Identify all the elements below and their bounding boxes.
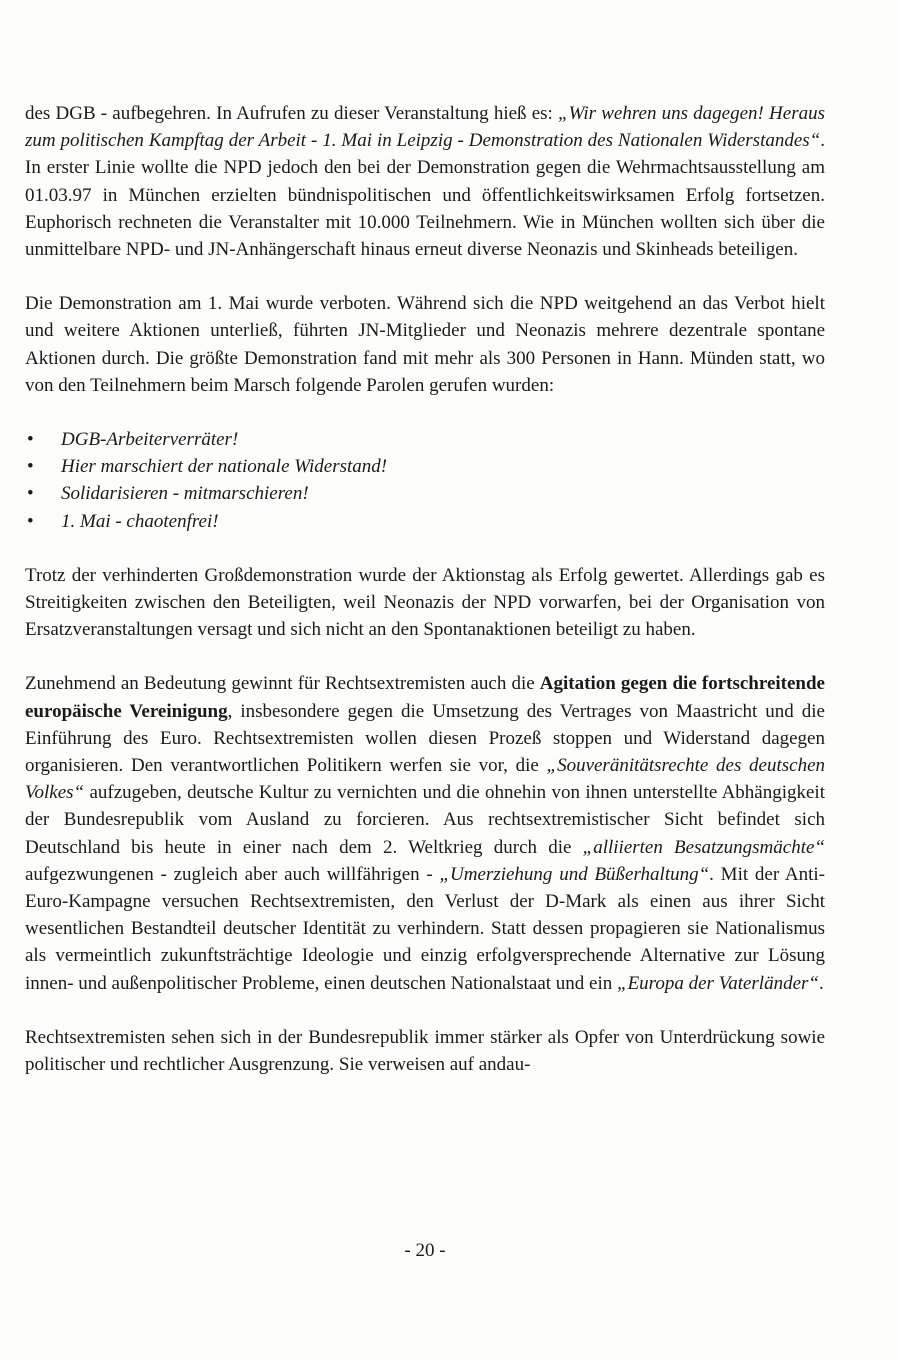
- slogan-text: DGB-Arbeiterverräter!: [61, 429, 239, 451]
- list-item: [25, 426, 825, 453]
- bullet-icon: •: [27, 429, 34, 451]
- slogan-text: 1. Mai - chaotenfrei!: [61, 510, 219, 532]
- list-item: [25, 453, 825, 480]
- paragraph-5: Rechtsextremisten sehen sich in der Bundesrepublik immer stärker als Opfer von Unterdrückung sowie politischer und rechtlicher Ausgrenzung. Sie verweisen auf andau-: [25, 1026, 825, 1076]
- paragraph-4-text: , insbesondere gegen die Umsetzung des Vertrages von Maastricht und die Einführung des Euro. Rechtsextremisten wollen diesen Prozeß stoppen und Widerstand dagegen organisieren. Den verantwortlichen Politikern werfen sie vor, die: [25, 700, 825, 776]
- paragraph-4-text: . Mit der Anti-Euro-Kampagne versuchen Rechtsextremisten, den Verlust der D-Mark als einen aus ihrer Sicht wesentlichen Bestandteil deutscher Identität zu verhindern. Statt dessen propagieren sie Nationalismus als vermeintlich zukunftsträchtige Ideologie und einzig erfolgversprechende Alternative zur Lösung innen- und außenpolitischer Probleme, einen deutschen Nationalstaat und ein: [25, 863, 825, 994]
- slogan-text: Solidarisieren - mitmarschieren!: [61, 483, 309, 505]
- bullet-icon: •: [27, 510, 34, 532]
- paragraph-1-continuation: . In erster Linie wollte die NPD jedoch den bei der Demonstration gegen die Wehrmachtsausstellung am 01.03.97 in München erzielten bündnispolitischen und öffentlichkeitswirksamen Erfolg fortsetzen. Euphorisch rechneten die Veranstalter mit 10.000 Teilnehmern. Wie in München wollten sich über die unmittelbare NPD- und JN-Anhängerschaft hinaus erneut diverse Neonazis und Skinheads beteiligen.: [25, 130, 825, 261]
- paragraph-4-text: aufzugeben, deutsche Kultur zu vernichten und die ohnehin von ihnen unterstellte Abhängigkeit der Bundesrepublik vom Ausland zu forcieren. Aus rechtsextremistischer Sicht befindet sich Deutschland bis heute in einer nach dem 2. Weltkrieg durch die: [25, 782, 825, 858]
- paragraph-4-text: aufgezwungenen - zugleich aber auch willfährigen -: [25, 863, 440, 885]
- quote-umerziehung: „Umerziehung und Büßerhaltung“: [439, 863, 710, 885]
- quote-europa: „Europa der Vaterländer“: [617, 972, 819, 994]
- list-item: [25, 508, 825, 535]
- paragraph-1: [25, 100, 825, 263]
- body-text: [25, 100, 825, 1105]
- paragraph-2: Die Demonstration am 1. Mai wurde verboten. Während sich die NPD weitgehend an das Verbot hielt und weitere Aktionen unterließ, führten JN-Mitglieder und Neonazis mehrere dezentrale spontane Aktionen durch. Die größte Demonstration fand mit mehr als 300 Personen in Hann. Münden statt, wo von den Teilnehmern beim Marsch folgende Parolen gerufen wurden:: [25, 293, 825, 396]
- bullet-icon: •: [27, 483, 34, 505]
- bullet-icon: •: [27, 456, 34, 478]
- slogan-list: [25, 426, 825, 535]
- paragraph-1-text: des DGB - aufbegehren. In Aufrufen zu dieser Veranstaltung hieß es:: [25, 103, 559, 124]
- list-item: [25, 480, 825, 507]
- page-number: - 20 -: [404, 1240, 446, 1261]
- quote-aufruf: „Wir wehren uns dagegen! Heraus zum politischen Kampftag der Arbeit - 1. Mai in Leipzig - Demonstration des Nationalen Widerstandes“: [25, 103, 825, 152]
- slogan-text: Hier marschiert der nationale Widerstand!: [61, 456, 388, 478]
- quote-souveraenitaet: „Souveränitätsrechte des deutschen Volkes“: [25, 755, 825, 804]
- paragraph-4: [25, 670, 825, 996]
- paragraph-4-text: .: [818, 972, 824, 994]
- paragraph-3: Trotz der verhinderten Großdemonstration wurde der Aktionstag als Erfolg gewertet. Allerdings gab es Streitigkeiten zwischen den Beteiligten, weil Neonazis der NPD vorwarfen, bei der Organisation von Ersatzveranstaltungen versagt und sich nicht an den Spontanaktionen beteiligt zu haben.: [25, 564, 825, 641]
- quote-besatzungsmaechte: „alliierten Besatzungsmächte“: [582, 836, 825, 858]
- emphasis-agitation: Agitation gegen die fortschreitende europäische Vereinigung: [25, 673, 825, 722]
- paragraph-4-text: Zunehmend an Bedeutung gewinnt für Rechtsextremisten auch die: [25, 673, 540, 695]
